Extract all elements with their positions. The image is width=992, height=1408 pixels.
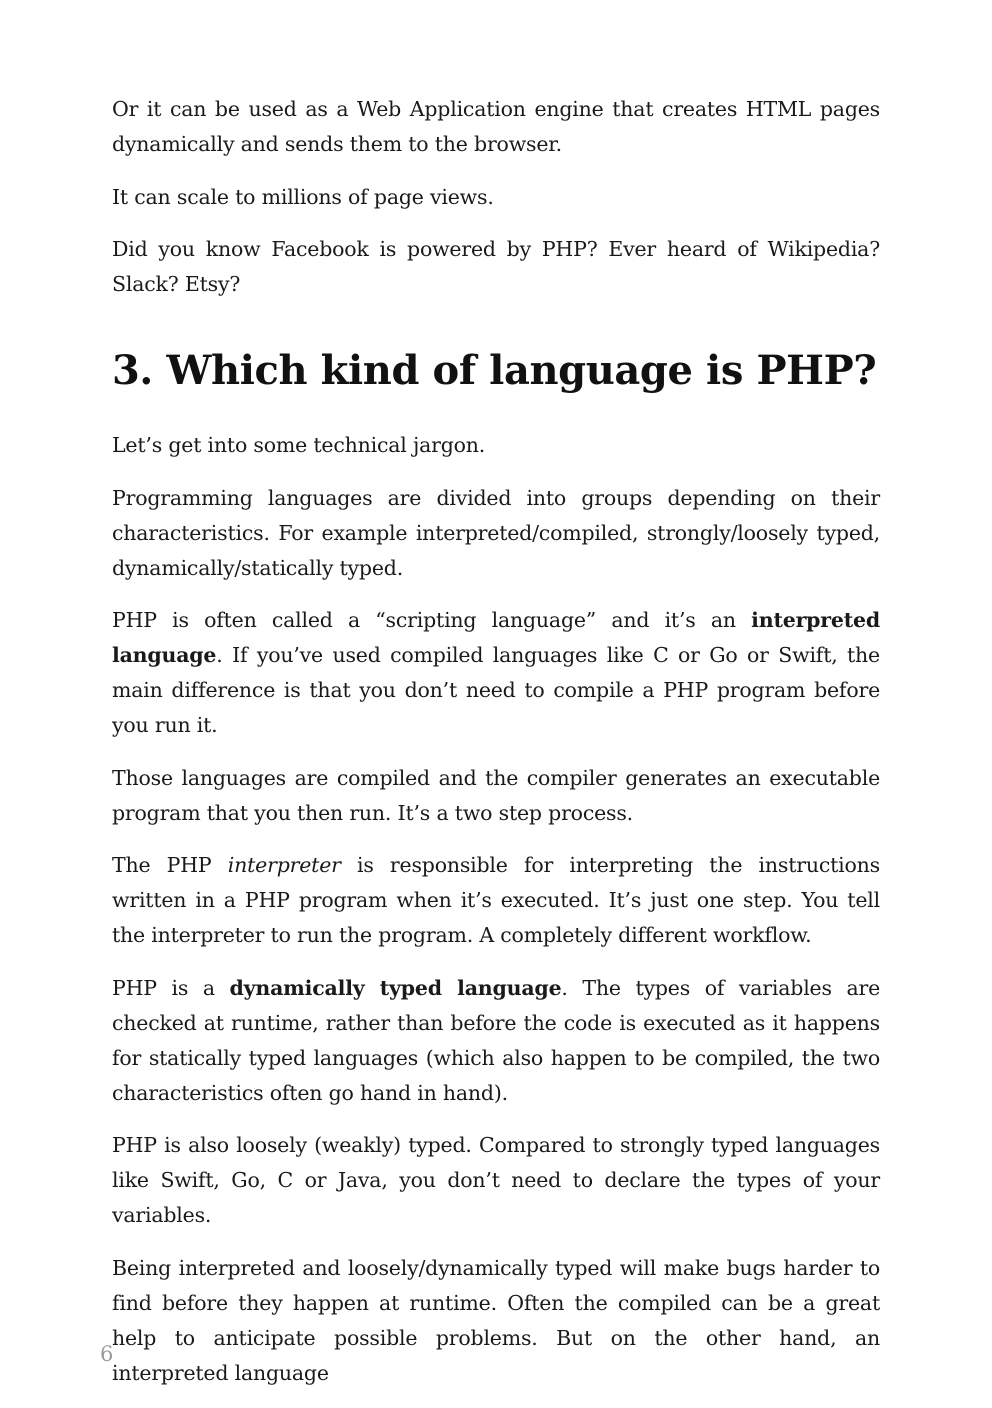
text-run: PHP is a: [112, 975, 230, 1000]
text-run: is responsible for interpreting the instructions written in a PHP program when it’s executed. It’s just one step. You tell the interpreter to run the program. A completely different workflow.: [112, 853, 880, 947]
text-run: . If you’ve used compiled languages like C or Go or Swift, the main difference is that you don’t need to compile a PHP program before you run it.: [112, 643, 880, 737]
paragraph: Did you know Facebook is powered by PHP? Ever heard of Wikipedia? Slack? Etsy?: [112, 237, 880, 296]
paragraph: Programming languages are divided into groups depending on their characteristics. For example interpreted/compiled, strongly/loosely typed, dynamically/statically typed.: [112, 485, 880, 580]
paragraph: Being interpreted and loosely/dynamically typed will make bugs harder to find before they happen at runtime. Often the compiled can be a great help to anticipate possible problems. But on the other hand, an interpreted language: [112, 1255, 880, 1385]
bold-term: interpreted language: [112, 608, 880, 667]
text-run: PHP is often called a “scripting language” and it’s an: [112, 608, 752, 632]
paragraph: It can scale to millions of page views.: [112, 184, 494, 209]
paragraph: PHP is also loosely (weakly) typed. Compared to strongly typed languages like Swift, Go, C or Java, you don’t need to declare the types of your variables.: [112, 1133, 880, 1227]
page-content: [112, 92, 880, 1408]
paragraph: Let’s get into some technical jargon.: [112, 433, 486, 457]
italic-term: interpreter: [227, 853, 341, 877]
paragraph: [112, 603, 880, 743]
paragraph: [112, 848, 880, 953]
text-run: The PHP: [112, 853, 228, 877]
text-run: . The types of variables are checked at runtime, rather than before the code is executed as it happens for statically typed languages (which also happen to be compiled, the two characteristics often go hand in hand).: [112, 975, 881, 1105]
paragraph: [112, 971, 880, 1111]
page-number: 6: [100, 1342, 114, 1366]
bold-term: dynamically typed language: [229, 975, 562, 1000]
section-heading: 3. Which kind of language is PHP?: [112, 347, 877, 394]
paragraph: Or it can be used as a Web Application engine that creates HTML pages dynamically and sends them to the browser.: [112, 97, 880, 156]
paragraph: Those languages are compiled and the compiler generates an executable program that you then run. It’s a two step process.: [112, 765, 880, 825]
